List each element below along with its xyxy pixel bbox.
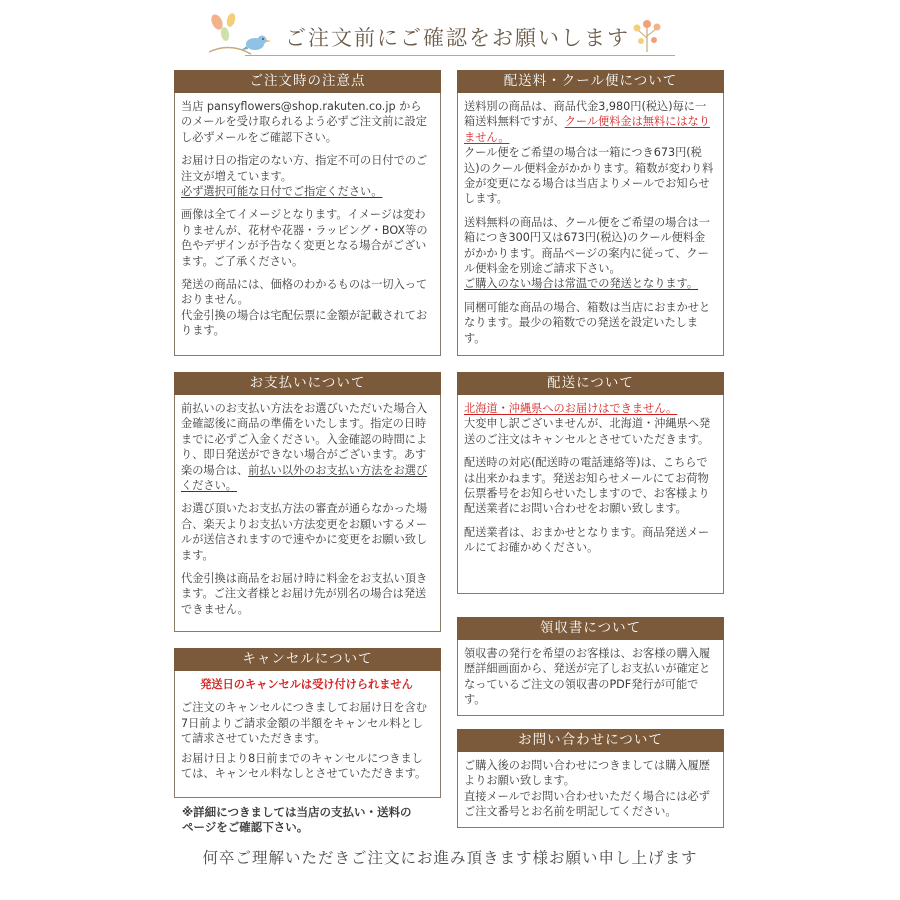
- delivery-region: 北海道・沖縄県へのお届けはできません。 大変申し訳ございませんが、北海道・沖縄県へ発送のご注文はキャンセルとさせていただきます。: [464, 402, 711, 446]
- page-title-area: [205, 12, 675, 60]
- shipping-fee-free: 送料無料の商品は、クール便をご希望の場合は一箱につき300円又は673円(税込)のクール便料金がかかります。商品ページの案内に従って、クール便料金を別途ご請求下さい。 ご購入のない場合は常温での発送となります。: [464, 215, 710, 291]
- contact-heading: お問い合わせについて: [457, 729, 724, 752]
- bird-branch-icon: [205, 12, 275, 64]
- payment-box: [174, 372, 441, 632]
- contact-text: ご購入後のお問い合わせにつきましては購入履歴よりお願い致します。 直接メールでお問い合わせいただく場合には必ずご注文番号とお名前を明記してください。: [464, 759, 710, 819]
- order-notes-image: 画像は全てイメージとなります。イメージは変わりませんが、花材や花器・ラッピング・BOX等の色やデザインが予告なく変更となる場合がございます。ご了承ください。: [181, 208, 428, 268]
- delivery-carrier: 配送業者は、おまかせとなります。商品発送メールにてお確かめください。: [464, 525, 710, 555]
- delivery-heading: 配送について: [457, 372, 724, 395]
- cancel-box: [174, 648, 441, 798]
- payment-heading: お支払いについて: [174, 372, 441, 395]
- shipping-fee-heading: 配送料・クール便について: [457, 70, 724, 93]
- flower-sprig-icon: [629, 14, 665, 54]
- cancel-warning: 発送日のキャンセルは受け付けられません: [200, 678, 413, 691]
- cancel-free: お届け日より8日前までのキャンセルにつきましては、キャンセル料なしとさせていただきます。: [181, 751, 427, 781]
- shipping-fee-paid: 送料別の商品は、商品代金3,980円(税込)毎に一箱送料無料ですが、クール便料金は無料にはなりません。 クール便をご希望の場合は一箱につき673円(税込)のクール便料金がかかります。箱数が変わり料金が変更になる場合は当店よりメールでお知らせします。: [464, 100, 714, 206]
- shipping-fee-bundle: 同梱可能な商品の場合、箱数は当店におまかせとなります。最少の箱数での発送を設定いたします。: [464, 300, 711, 345]
- closing-message: 何卒ご理解いただきご注文にお進み頂きます様お願い申し上げます: [202, 849, 698, 867]
- title-underline: [245, 55, 675, 56]
- contact-box: [457, 729, 724, 828]
- payment-prepay: 前払いのお支払い方法をお選びいただいた場合入金確認後に商品の準備をいたします。指定の日時までに必ずご入金ください。入金確認の時間により、即日発送ができない場合がございます。あす楽の場合は、前払い以外のお支払い方法をお選びください。: [181, 402, 428, 493]
- order-notes-heading: ご注文時の注意点: [174, 70, 441, 93]
- order-notes-box: [174, 70, 441, 356]
- delivery-phone: 配送時の対応(配送時の電話連絡等)は、こちらでは出来かねます。発送お知らせメールにてお荷物伝票番号をお知らせいたしますので、お客様より配送業者にお問い合わせをお願い致します。: [464, 456, 710, 516]
- cancel-heading: キャンセルについて: [174, 648, 441, 671]
- payment-review: お選び頂いたお支払方法の審査が通らなかった場合、楽天よりお支払い方法変更をお願いするメールが送信されますので速やかに変更をお願い致します。: [181, 502, 428, 562]
- order-notes-price: 発送の商品には、価格のわかるものは一切入っておりません。 代金引換の場合は宅配伝票に金額が記載されております。: [181, 278, 428, 338]
- payment-cod: 代金引換は商品をお届け時に料金をお支払い頂きます。ご注文者様とお届け先が別名の場合は発送できません。: [181, 572, 428, 616]
- details-note: ※詳細につきましては当店の支払い・送料の ページをご確認下さい。: [182, 805, 412, 834]
- page-title: ご注文前にご確認をお願いします: [285, 26, 630, 50]
- cancel-fee: ご注文のキャンセルにつきましてお届け日を含む7日前よりご請求金額の半額をキャンセル料として請求させていただきます。: [181, 701, 427, 746]
- delivery-box: [457, 372, 724, 594]
- order-notes-email: 当店 pansyflowers@shop.rakuten.co.jp からのメールを受け取られるよう必ずご注文前に設定し必ずメールをご確認下さい。: [181, 100, 427, 144]
- order-notes-date: お届け日の指定のない方、指定不可の日付でのご注文が増えています。 必ず選択可能な日付でご指定ください。: [181, 154, 428, 199]
- shipping-fee-box: [457, 70, 724, 356]
- receipt-heading: 領収書について: [457, 617, 724, 640]
- receipt-box: [457, 617, 724, 716]
- receipt-text: 領収書の発行を希望のお客様は、お客様の購入履歴詳細画面から、発送が完了しお支払いが確定となっているご注文の領収書のPDF発行が可能です。: [464, 647, 711, 707]
